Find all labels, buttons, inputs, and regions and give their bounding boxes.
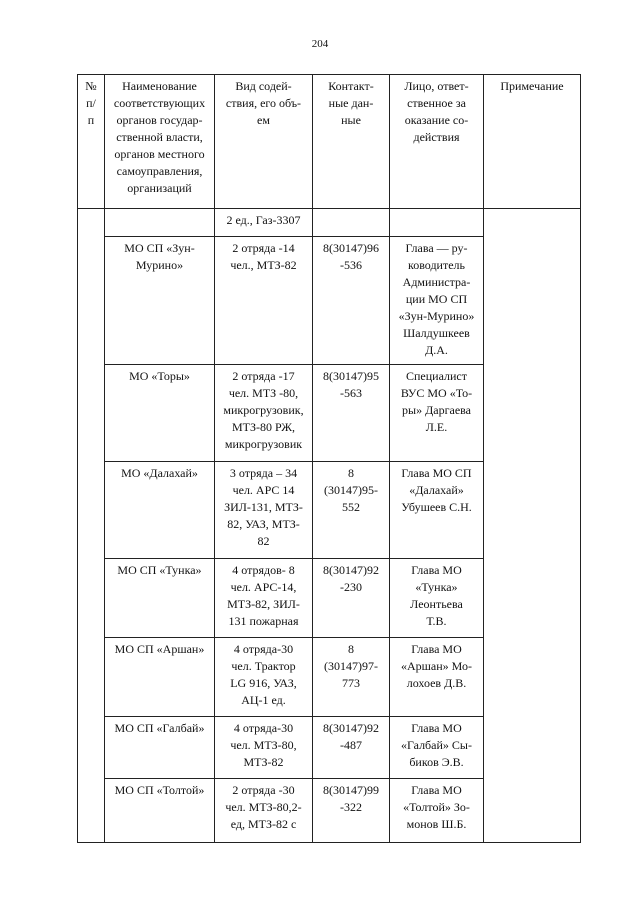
org-cell — [105, 209, 215, 237]
assistance-table — [77, 74, 581, 843]
assistance-cell: 2 отряда -14 чел., МТЗ-82 — [215, 237, 313, 365]
org-cell: МО СП «Аршан» — [105, 638, 215, 717]
org-cell: МО «Далахай» — [105, 462, 215, 559]
org-cell: МО СП «Зун- Мурино» — [105, 237, 215, 365]
table-header-row — [78, 75, 581, 209]
assistance-cell: 2 ед., Газ-3307 — [215, 209, 313, 237]
header-number: № п/ п — [78, 75, 105, 209]
header-organization: Наименование соответствующих органов государ- ственной власти, органов местного самоуправления, организаций — [105, 75, 215, 209]
contact-cell: 8 (30147)95- 552 — [313, 462, 390, 559]
assistance-cell: 4 отряда-30 чел. Трактор LG 916, УАЗ, АЦ-1 ед. — [215, 638, 313, 717]
header-assistance-type: Вид содей- ствия, его объ- ем — [215, 75, 313, 209]
org-cell: МО СП «Галбай» — [105, 717, 215, 779]
person-cell: Глава МО «Аршан» Мо- лохоев Д.В. — [390, 638, 484, 717]
note-cell — [484, 209, 581, 843]
org-cell: МО СП «Толтой» — [105, 779, 215, 843]
person-cell: Специалист ВУС МО «То- ры» Даргаева Л.Е. — [390, 365, 484, 462]
contact-cell: 8(30147)92 -230 — [313, 559, 390, 638]
page-number: 204 — [311, 38, 329, 50]
header-responsible-person: Лицо, ответ- ственное за оказание со- действия — [390, 75, 484, 209]
contact-cell: 8(30147)92 -487 — [313, 717, 390, 779]
contact-cell: 8(30147)95 -563 — [313, 365, 390, 462]
org-cell: МО «Торы» — [105, 365, 215, 462]
assistance-cell: 4 отряда-30 чел. МТЗ-80, МТЗ-82 — [215, 717, 313, 779]
number-cell — [78, 209, 105, 843]
table-row — [78, 209, 581, 237]
header-note: Примечание — [484, 75, 581, 209]
contact-cell: 8(30147)99 -322 — [313, 779, 390, 843]
assistance-cell: 2 отряда -17 чел. МТЗ -80, микрогрузовик, МТЗ-80 РЖ, микрогрузовик — [215, 365, 313, 462]
contact-cell — [313, 209, 390, 237]
person-cell: Глава — ру- ководитель Администра- ции МО СП «Зун-Мурино» Шалдушкеев Д.А. — [390, 237, 484, 365]
person-cell: Глава МО «Галбай» Сы- биков Э.В. — [390, 717, 484, 779]
person-cell: Глава МО «Тунка» Леонтьева Т.В. — [390, 559, 484, 638]
assistance-cell: 4 отрядов- 8 чел. АРС-14, МТЗ-82, ЗИЛ- 131 пожарная — [215, 559, 313, 638]
person-cell: Глава МО СП «Далахай» Убушеев С.Н. — [390, 462, 484, 559]
org-cell: МО СП «Тунка» — [105, 559, 215, 638]
assistance-cell: 2 отряда -30 чел. МТЗ-80,2- ед, МТЗ-82 с — [215, 779, 313, 843]
contact-cell: 8(30147)96 -536 — [313, 237, 390, 365]
header-contact: Контакт- ные дан- ные — [313, 75, 390, 209]
person-cell: Глава МО «Толтой» Зо- монов Ш.Б. — [390, 779, 484, 843]
contact-cell: 8 (30147)97- 773 — [313, 638, 390, 717]
person-cell — [390, 209, 484, 237]
assistance-cell: 3 отряда – 34 чел. АРС 14 ЗИЛ-131, МТЗ- 82, УАЗ, МТЗ- 82 — [215, 462, 313, 559]
